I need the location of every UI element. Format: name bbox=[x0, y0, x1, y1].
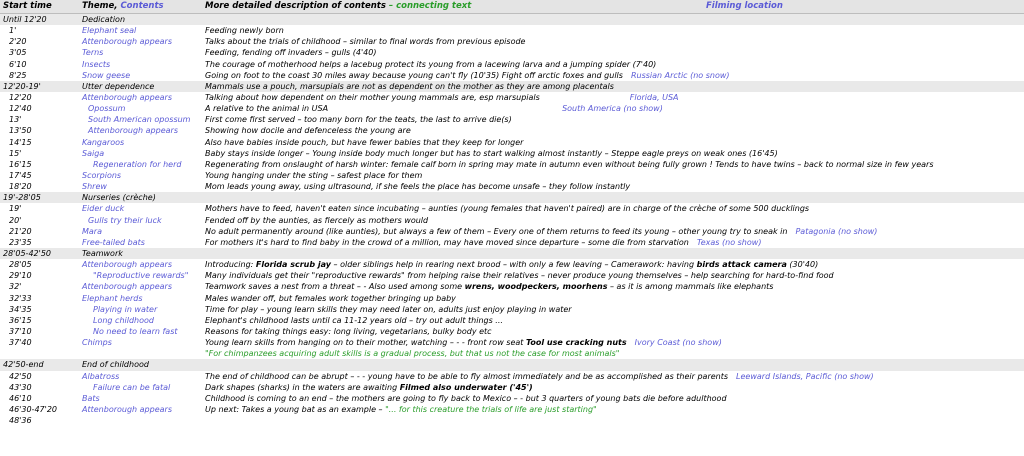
table-row bbox=[0, 181, 1024, 192]
description-cell bbox=[205, 281, 773, 292]
table-row bbox=[0, 382, 1024, 393]
description-cell bbox=[205, 337, 722, 348]
description-text: Fended off by the aunties, as fiercely as mothers would bbox=[205, 215, 429, 225]
header-contents-label: Contents bbox=[120, 1, 164, 11]
start-time-cell: 32' bbox=[9, 282, 22, 292]
start-time-cell: 28'05-42'50 bbox=[3, 248, 52, 258]
start-time-cell: 13' bbox=[9, 115, 22, 125]
theme-cell: Albatross bbox=[82, 371, 120, 381]
connecting-text: "... for this creature the trials of life are just starting" bbox=[385, 404, 597, 414]
description-cell bbox=[205, 404, 597, 415]
theme-cell: Gulls try their luck bbox=[88, 215, 162, 225]
theme-cell: Attenborough appears bbox=[82, 92, 172, 102]
theme-cell: Regeneration for herd bbox=[93, 159, 182, 169]
description-text: Talking about how dependent on their mother young mammals are, esp marsupials bbox=[205, 92, 540, 102]
section-title: End of childhood bbox=[82, 360, 149, 370]
description-text: Males wander off, but females work together bringing up baby bbox=[205, 293, 456, 303]
start-time-cell: 43'30 bbox=[9, 382, 32, 392]
description-text: Up next: Takes a young bat as an example – bbox=[205, 404, 386, 414]
theme-cell: Scorpions bbox=[82, 170, 122, 180]
header-connecting-text-label: connecting text bbox=[396, 1, 472, 11]
description-cell bbox=[205, 70, 730, 81]
table-row bbox=[0, 103, 1024, 114]
section-row bbox=[0, 192, 1024, 203]
filming-location: Leeward Islands, Pacific (no show) bbox=[736, 371, 874, 381]
section-title: Teamwork bbox=[82, 248, 123, 258]
start-time-cell: 8'25 bbox=[9, 70, 27, 80]
start-time-cell: 18'20 bbox=[9, 182, 32, 192]
description-text: Introducing: bbox=[205, 260, 256, 270]
highlight-text: birds attack camera bbox=[696, 260, 787, 270]
description-cell bbox=[205, 92, 679, 103]
description-text: – older siblings help in rearing next brood – with only a few leaving – Camerawork: having bbox=[330, 260, 697, 270]
table-row bbox=[0, 404, 1024, 415]
table-row bbox=[0, 259, 1024, 270]
start-time-cell: 36'15 bbox=[9, 315, 32, 325]
start-time-cell: 42'50-end bbox=[3, 360, 44, 370]
start-time-cell: 16'15 bbox=[9, 159, 32, 169]
description-cell bbox=[205, 59, 656, 70]
start-time-cell: 2'20 bbox=[9, 37, 27, 47]
description-text: The end of childhood can be abrupt – - - young have to be able to fly almost immediately and be as accomplished as their parents bbox=[205, 371, 729, 381]
description-cell bbox=[205, 226, 877, 237]
table-row bbox=[0, 59, 1024, 70]
theme-cell: Elephant herds bbox=[82, 293, 143, 303]
table-row bbox=[0, 47, 1024, 58]
description-text: Regenerating from onslaught of harsh winter: female calf born in spring may mate in autumn even without being fully grown ! Tends to have twins – back to normal size in few years bbox=[205, 159, 934, 169]
rows-container bbox=[0, 14, 1024, 426]
start-time-cell: 32'33 bbox=[9, 293, 32, 303]
description-cell bbox=[205, 203, 809, 214]
description-cell bbox=[205, 181, 630, 192]
description-cell bbox=[205, 36, 525, 47]
theme-cell: Mara bbox=[82, 226, 102, 236]
table-row bbox=[0, 315, 1024, 326]
table-row bbox=[0, 148, 1024, 159]
theme-cell: Playing in water bbox=[93, 304, 158, 314]
start-time-cell: 46'30-47'20 bbox=[9, 404, 58, 414]
table-row bbox=[0, 203, 1024, 214]
section-row bbox=[0, 81, 1024, 92]
theme-cell: Terns bbox=[82, 48, 104, 58]
highlight-text: wrens, woodpeckers, moorhens bbox=[464, 282, 608, 292]
start-time-cell: 13'50 bbox=[9, 126, 32, 136]
theme-cell: Elephant seal bbox=[82, 26, 137, 36]
description-text: Also have babies inside pouch, but have fewer babies that they keep for longer bbox=[205, 137, 524, 147]
table-row bbox=[0, 415, 1024, 426]
description-text: Dark shapes (sharks) in the waters are awaiting bbox=[205, 382, 400, 392]
theme-cell: Long childhood bbox=[93, 315, 154, 325]
start-time-cell: 12'20 bbox=[9, 92, 32, 102]
table-row bbox=[0, 293, 1024, 304]
description-cell bbox=[205, 393, 727, 404]
description-cell bbox=[205, 371, 874, 382]
table-row bbox=[0, 70, 1024, 81]
table-row bbox=[0, 25, 1024, 36]
header-desc-label: More detailed description of contents bbox=[205, 1, 386, 11]
start-time-cell: 34'35 bbox=[9, 304, 32, 314]
start-time-cell: 14'15 bbox=[9, 137, 32, 147]
theme-cell: Chimps bbox=[82, 338, 112, 348]
table-row bbox=[0, 281, 1024, 292]
start-time-cell: 12'40 bbox=[9, 104, 32, 114]
description-text: Young hanging under the sting – safest place for them bbox=[205, 170, 423, 180]
theme-cell: Snow geese bbox=[82, 70, 131, 80]
start-time-cell: 12'20-19' bbox=[3, 81, 41, 91]
description-cell bbox=[205, 125, 411, 136]
description-cell bbox=[205, 103, 663, 114]
table-row bbox=[0, 159, 1024, 170]
section-title: Dedication bbox=[82, 15, 126, 24]
description-text: A relative to the animal in USA bbox=[205, 104, 329, 114]
theme-cell: Saiga bbox=[82, 148, 105, 158]
table-row bbox=[0, 304, 1024, 315]
header-desc-dash: – bbox=[385, 1, 397, 11]
description-text: Young learn skills from hanging on to their mother, watching – - - front row seat bbox=[205, 338, 526, 348]
theme-cell: South American opossum bbox=[88, 115, 191, 125]
table-row bbox=[0, 270, 1024, 281]
start-time-cell: 17'45 bbox=[9, 170, 32, 180]
description-text: For mothers it's hard to find baby in the crowd of a million, may have moved since departure – some die from starvation bbox=[205, 237, 689, 247]
theme-cell: Failure can be fatal bbox=[93, 382, 171, 392]
header-start-time: Start time bbox=[3, 1, 52, 11]
theme-cell: Insects bbox=[82, 59, 111, 69]
filming-location: Florida, USA bbox=[629, 92, 679, 102]
description-cell bbox=[205, 159, 934, 170]
theme-cell: Free-tailed bats bbox=[82, 237, 145, 247]
description-text: No adult permanently around (like aunties), but always a few of them – Every one of them returns to feed its young – other young try to sneak in bbox=[205, 226, 788, 236]
table-row bbox=[0, 237, 1024, 248]
start-time-cell: 37'40 bbox=[9, 338, 32, 348]
header-filming-location: Filming location bbox=[706, 1, 783, 11]
start-time-cell: 23'35 bbox=[9, 237, 32, 247]
highlight-text: Florida scrub jay bbox=[255, 260, 331, 270]
description-cell bbox=[205, 25, 284, 36]
description-text: Showing how docile and defenceless the young are bbox=[205, 126, 411, 136]
description-text: Baby stays inside longer – Young inside body much longer but has to start walking almost instantly – Steppe eagle preys on weak ones (16'45) bbox=[205, 148, 778, 158]
description-text: Teamwork saves a nest from a threat – - Also used among some bbox=[205, 282, 465, 292]
description-text: Many individuals get their "reproductive rewards" from helping raise their relatives – never produce young themselves – help searching for hard-to-find food bbox=[205, 271, 834, 281]
description-cell bbox=[205, 237, 761, 248]
description-cell bbox=[205, 304, 572, 315]
table-row bbox=[0, 215, 1024, 226]
filming-location: Russian Arctic (no snow) bbox=[630, 70, 730, 80]
filming-location: Ivory Coast (no show) bbox=[634, 338, 722, 348]
description-cell bbox=[205, 81, 614, 92]
start-time-cell: 46'10 bbox=[9, 393, 32, 403]
header-theme bbox=[82, 0, 164, 13]
theme-cell: Attenborough appears bbox=[82, 282, 172, 292]
description-text: Time for play – young learn skills they may need later on, adults just enjoy playing in water bbox=[205, 304, 572, 314]
filming-location: Patagonia (no show) bbox=[795, 226, 878, 236]
theme-cell: Attenborough appears bbox=[82, 37, 172, 47]
description-cell bbox=[205, 114, 512, 125]
description-text: (30'40) bbox=[786, 260, 819, 270]
description-text: Talks about the trials of childhood – similar to final words from previous episode bbox=[205, 37, 526, 47]
start-time-cell: 42'50 bbox=[9, 371, 32, 381]
section-row bbox=[0, 14, 1024, 25]
theme-cell: Opossum bbox=[88, 104, 126, 114]
description-text: Feeding, fending off invaders – gulls (4'40) bbox=[205, 48, 377, 58]
section-title: Nurseries (crèche) bbox=[82, 193, 156, 203]
description-text: Mammals use a pouch, marsupials are not as dependent on the mother as they are among placentals bbox=[205, 81, 614, 91]
highlight-text: Filmed also underwater ('45') bbox=[399, 382, 533, 392]
description-text: The courage of motherhood helps a lacebug protect its young from a lacewing larva and a jumping spider (7'40) bbox=[205, 59, 657, 69]
description-text: Going on foot to the coast 30 miles away because young can't fly (10'35) Fight off arctic foxes and gulls bbox=[205, 70, 623, 80]
description-text: Reasons for taking things easy: long living, vegetarians, bulky body etc bbox=[205, 326, 492, 336]
section-title: Utter dependence bbox=[82, 81, 155, 91]
table-row bbox=[0, 226, 1024, 237]
description-cell bbox=[205, 348, 619, 359]
theme-cell: No need to learn fast bbox=[93, 326, 178, 336]
header-row bbox=[0, 0, 1024, 14]
start-time-cell: Until 12'20 bbox=[3, 15, 47, 24]
connecting-text: "For chimpanzees acquiring adult skills is a gradual process, but that us not the case for most animals" bbox=[205, 349, 620, 359]
theme-cell: Attenborough appears bbox=[82, 404, 172, 414]
theme-cell: Eider duck bbox=[82, 204, 125, 214]
table-row bbox=[0, 371, 1024, 382]
start-time-cell: 19' bbox=[9, 204, 22, 214]
theme-cell: Attenborough appears bbox=[82, 260, 172, 270]
table-row bbox=[0, 114, 1024, 125]
table-row bbox=[0, 326, 1024, 337]
theme-cell: Kangaroos bbox=[82, 137, 125, 147]
table-row bbox=[0, 92, 1024, 103]
description-cell bbox=[205, 259, 818, 270]
start-time-cell: 19'-28'05 bbox=[3, 193, 41, 203]
start-time-cell: 15' bbox=[9, 148, 22, 158]
section-row bbox=[0, 248, 1024, 259]
theme-cell: Bats bbox=[82, 393, 100, 403]
description-text: Mothers have to feed, haven't eaten since incubating – aunties (young females that haven't paired) are in charge of the crèche of some 500 ducklings bbox=[205, 204, 810, 214]
description-cell bbox=[205, 148, 778, 159]
description-text: – as it is among mammals like elephants bbox=[607, 282, 774, 292]
theme-cell: Shrew bbox=[82, 182, 107, 192]
description-text: Childhood is coming to an end – the mothers are going to fly back to Mexico – - but 3 quarters of young bats die before adulthood bbox=[205, 393, 727, 403]
description-text: Elephant's childhood lasts until ca 11-12 years old – try out adult things ... bbox=[205, 315, 503, 325]
start-time-cell: 37'10 bbox=[9, 326, 32, 336]
theme-cell: Attenborough appears bbox=[88, 126, 178, 136]
description-cell bbox=[205, 315, 503, 326]
filming-location: South America (no show) bbox=[562, 104, 663, 114]
theme-cell: "Reproductive rewards" bbox=[93, 271, 189, 281]
table-row bbox=[0, 125, 1024, 136]
table-row bbox=[0, 337, 1024, 348]
description-text: Mom leads young away, using ultrasound, if she feels the place has become unsafe – they follow instantly bbox=[205, 182, 631, 192]
description-cell bbox=[205, 137, 523, 148]
description-cell bbox=[205, 293, 456, 304]
table-row bbox=[0, 348, 1024, 359]
highlight-text: Tool use cracking nuts bbox=[525, 338, 627, 348]
table-row bbox=[0, 393, 1024, 404]
description-cell bbox=[205, 326, 492, 337]
table-row bbox=[0, 137, 1024, 148]
start-time-cell: 1' bbox=[9, 26, 17, 36]
start-time-cell: 28'05 bbox=[9, 260, 32, 270]
start-time-cell: 6'10 bbox=[9, 59, 27, 69]
start-time-cell: 3'05 bbox=[9, 48, 27, 58]
description-cell bbox=[205, 215, 428, 226]
filming-location: Texas (no show) bbox=[696, 237, 762, 247]
start-time-cell: 29'10 bbox=[9, 271, 32, 281]
start-time-cell: 20' bbox=[9, 215, 22, 225]
start-time-cell: 21'20 bbox=[9, 226, 32, 236]
header-description bbox=[205, 0, 471, 13]
description-cell bbox=[205, 47, 376, 58]
section-row bbox=[0, 359, 1024, 370]
table-row bbox=[0, 170, 1024, 181]
start-time-cell: 48'36 bbox=[9, 416, 32, 426]
description-text: First come first served – too many born for the teats, the last to arrive die(s) bbox=[205, 115, 512, 125]
description-text: Feeding newly born bbox=[205, 26, 284, 36]
header-theme-label: Theme, bbox=[82, 1, 121, 11]
description-cell bbox=[205, 270, 834, 281]
table-row bbox=[0, 36, 1024, 47]
description-cell bbox=[205, 170, 422, 181]
description-cell bbox=[205, 382, 533, 393]
